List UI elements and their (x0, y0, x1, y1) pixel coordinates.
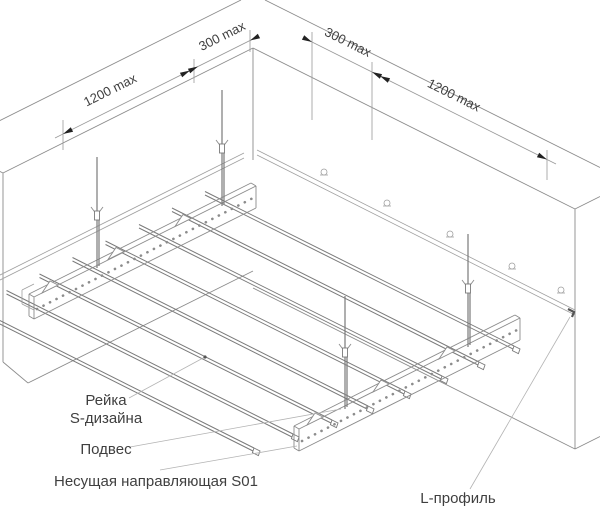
label-slat-line2: S-дизайна (69, 410, 143, 427)
hanger-clip-plate (220, 144, 225, 153)
hanger-1 (91, 157, 103, 268)
anchor-clip-icon (383, 200, 391, 206)
anchor-clip-icon (446, 231, 454, 237)
leaders (129, 317, 570, 489)
part-labels (54, 392, 496, 506)
dim-arrow-icon (380, 76, 390, 83)
corner-vertical-edge (253, 0, 307, 160)
anchor-clip-icon (557, 287, 565, 293)
dim-label-300-right: 300 max (322, 24, 374, 60)
slat (172, 208, 479, 366)
dim-arrow-icon (537, 153, 547, 160)
label-slat-line1: Рейка (85, 392, 127, 409)
dimension-line (306, 39, 556, 164)
hanger-4 (462, 234, 474, 347)
dim-arrow-icon (180, 71, 190, 78)
leader-slat (129, 357, 205, 398)
dim-arrow-icon (188, 67, 198, 74)
left-wall (0, 0, 253, 383)
dim-label-1200-right: 1200 max (425, 75, 483, 115)
hanger-clip-plate (343, 348, 348, 357)
leader-hanger (130, 409, 341, 447)
hanger-2 (216, 90, 228, 206)
hanger-clip-plate (95, 211, 100, 220)
dim-arrow-icon (63, 127, 73, 134)
dim-arrow-icon (250, 34, 260, 41)
hanger-clip-plate (466, 284, 471, 293)
l-profile-left-lines (0, 153, 244, 283)
hook-row (37, 198, 253, 309)
slat (139, 225, 442, 380)
slat (7, 291, 294, 438)
slat (0, 307, 254, 452)
slat-end-cap (512, 346, 520, 354)
dimension-line (55, 38, 256, 139)
slat-end-cap (291, 434, 299, 442)
slat-end-cap (477, 362, 485, 370)
leader-l-profile (470, 317, 570, 489)
carrier-rail-2 (294, 315, 520, 451)
slat (40, 274, 333, 424)
leader-dot (203, 355, 206, 358)
leader-carrier (160, 446, 297, 470)
carrier-rail-body (294, 315, 520, 451)
rail-clip-icon (42, 281, 58, 293)
left-wall-outline (0, 0, 253, 383)
dimension-left-group (55, 18, 260, 150)
anchor-clip-icon (508, 263, 516, 269)
dim-arrow-icon (372, 72, 382, 79)
label-carrier: Несущая направляющая S01 (54, 473, 258, 490)
slat-end-cap (403, 391, 411, 399)
label-l-profile: L-профиль (420, 490, 496, 506)
l-profile-right-lines (257, 150, 575, 315)
wall-angle-left (0, 153, 244, 283)
slat-end-cap (252, 448, 260, 456)
dim-label-1200-left: 1200 max (81, 70, 139, 110)
anchor-clip-icon (320, 169, 328, 175)
hook-row (302, 330, 517, 441)
wall-angle-right (257, 150, 575, 317)
wall-bracket (22, 284, 34, 310)
slat (106, 241, 406, 395)
dim-arrow-icon (302, 35, 312, 42)
slat (73, 258, 369, 410)
dim-label-300-left: 300 max (196, 18, 248, 54)
label-hanger: Подвес (80, 441, 132, 458)
dimension-right-group (302, 24, 556, 180)
corner-edge (253, 0, 307, 160)
wall-anchors (320, 169, 565, 293)
extension-lines (312, 32, 547, 180)
